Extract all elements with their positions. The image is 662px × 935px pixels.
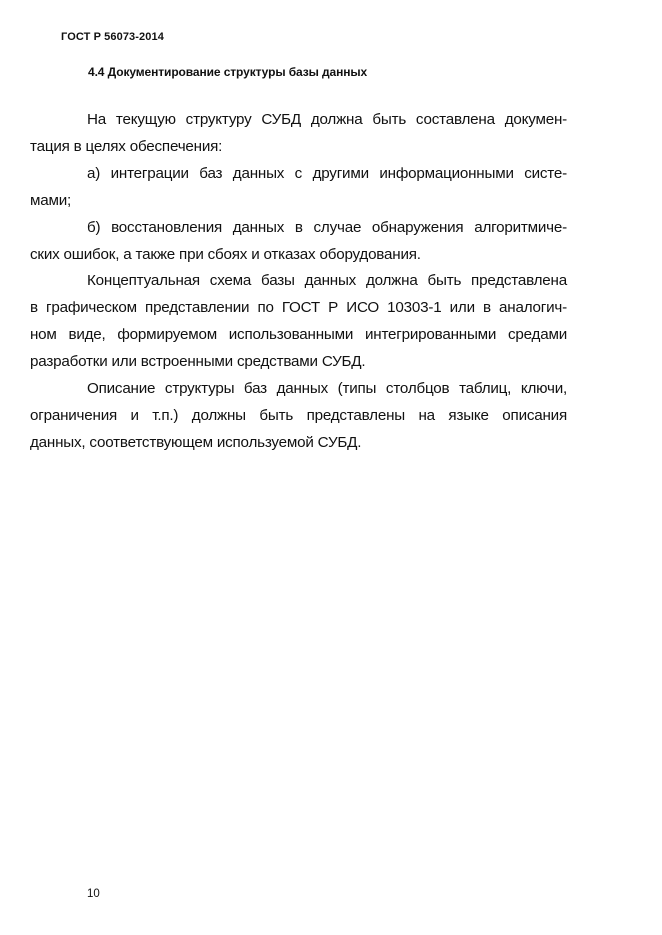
standard-code-header: ГОСТ Р 56073-2014 bbox=[61, 31, 164, 43]
text-line: ских ошибок, а также при сбоях и отказах оборудования. bbox=[30, 245, 421, 263]
text-line: Описание структуры баз данных (типы столбцов таблиц, ключи, bbox=[87, 380, 567, 398]
text-line: а) интеграции баз данных с другими информационными систе- bbox=[87, 164, 567, 182]
text-line: б) восстановления данных в случае обнаружения алгоритмиче- bbox=[87, 218, 567, 236]
text-line: ном виде, формируемом использованными интегрированными средами bbox=[30, 326, 567, 344]
page-number: 10 bbox=[87, 888, 100, 900]
text-line: в графическом представлении по ГОСТ Р ИСО 10303-1 или в аналогич- bbox=[30, 299, 567, 317]
body-text bbox=[30, 107, 567, 457]
text-line: разработки или встроенными средствами СУБД. bbox=[30, 353, 366, 371]
text-line: На текущую структуру СУБД должна быть составлена докумен- bbox=[87, 111, 567, 128]
text-line: ограничения и т.п.) должны быть представлены на языке описания bbox=[30, 406, 567, 424]
text-line: Концептуальная схема базы данных должна быть представлена bbox=[87, 272, 567, 290]
text-line: мами; bbox=[30, 191, 72, 209]
section-heading: 4.4 Документирование структуры базы данных bbox=[88, 65, 368, 79]
text-line: тация в целях обеспечения: bbox=[30, 137, 223, 155]
text-line: данных, соответствующем используемой СУБД. bbox=[30, 433, 362, 451]
